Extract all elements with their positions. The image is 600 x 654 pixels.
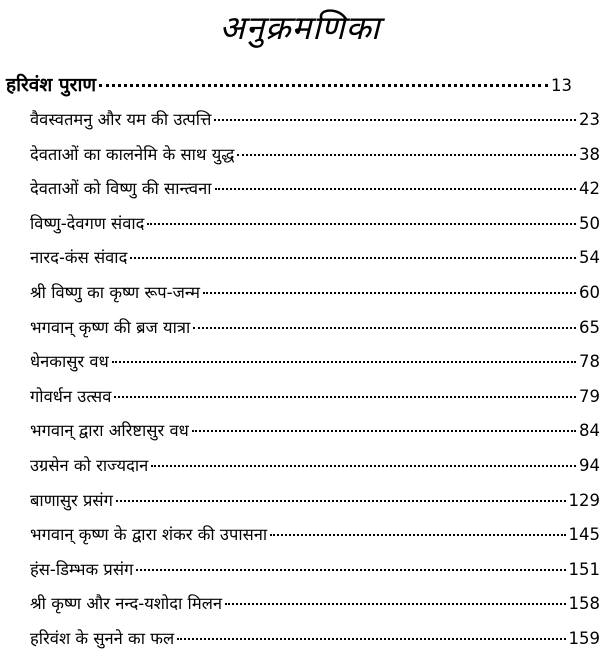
dot-leader — [192, 430, 576, 432]
toc-entry[interactable] — [30, 278, 600, 308]
toc-page-number: 38 — [579, 140, 600, 170]
toc-entry-label: देवताओं का कालनेमि के साथ युद्ध — [30, 140, 234, 170]
dot-leader — [203, 292, 576, 294]
toc-entry-label: धेनकासुर वध — [30, 347, 109, 377]
toc-entry-label: उग्रसेन को राज्यदान — [30, 451, 148, 481]
toc-entry[interactable] — [30, 416, 600, 446]
toc-entry[interactable] — [30, 347, 600, 377]
toc-page-number: 145 — [569, 520, 600, 550]
toc-entry-label: भगवान् कृष्ण की ब्रज यात्रा — [30, 313, 190, 343]
dot-leader — [147, 223, 576, 225]
toc-page-number: 94 — [579, 451, 600, 481]
toc-entry-label: देवताओं को विष्णु की सान्त्वना — [30, 174, 212, 204]
page-title: अनुक्रमणिका — [0, 4, 600, 49]
toc-entry[interactable] — [30, 382, 600, 412]
toc-page-number: 78 — [579, 347, 600, 377]
toc-entry-label: हंस-डिम्भक प्रसंग — [30, 555, 133, 585]
dot-leader — [225, 603, 565, 605]
toc-page-number: 84 — [579, 416, 600, 446]
toc-entry-label: हरिवंश पुराण — [6, 70, 96, 100]
dot-leader — [112, 361, 576, 363]
dot-leader — [177, 638, 565, 640]
dot-leader — [130, 257, 576, 259]
toc-entry-label: भगवान् कृष्ण के द्वारा शंकर की उपासना — [30, 520, 267, 550]
toc-entry[interactable] — [30, 451, 600, 481]
dot-leader — [193, 327, 576, 329]
toc-entry[interactable] — [30, 313, 600, 343]
dot-leader — [270, 534, 565, 536]
dot-leader — [215, 188, 576, 190]
toc-page-number: 42 — [579, 174, 600, 204]
toc-entry[interactable] — [30, 140, 600, 170]
toc-entry[interactable] — [30, 243, 600, 273]
toc-page-number: 50 — [579, 209, 600, 239]
toc-page-number: 23 — [579, 105, 600, 135]
toc-entry[interactable] — [30, 520, 600, 550]
dot-leader — [136, 569, 565, 571]
toc-entry[interactable] — [30, 555, 600, 585]
dot-leader — [116, 500, 566, 502]
toc-entry-label: श्री कृष्ण और नन्द-यशोदा मिलन — [30, 589, 222, 619]
toc-entry[interactable] — [30, 486, 600, 516]
toc-page-number: 65 — [579, 313, 600, 343]
toc-entry-label: विष्णु-देवगण संवाद — [30, 209, 144, 239]
toc-page-number: 129 — [569, 486, 600, 516]
toc-entry-label: श्री विष्णु का कृष्ण रूप-जन्म — [30, 278, 200, 308]
toc-page-number: 13 — [551, 71, 572, 101]
toc-entry-label: वैवस्वतमनु और यम की उत्पत्ति — [30, 105, 211, 135]
dot-leader — [114, 396, 576, 398]
dot-leader — [214, 119, 576, 121]
toc-page-number: 79 — [579, 382, 600, 412]
toc-entry-label: हरिवंश के सुनने का फल — [30, 624, 174, 654]
toc-page-number: 158 — [569, 589, 600, 619]
toc-entry-label: भगवान् द्वारा अरिष्टासुर वध — [30, 416, 189, 446]
toc-entry[interactable] — [30, 589, 600, 619]
toc-entry[interactable] — [30, 209, 600, 239]
dot-leader — [99, 84, 548, 87]
dot-leader — [151, 465, 576, 467]
toc-page-number: 54 — [579, 243, 600, 273]
toc-entry[interactable] — [30, 174, 600, 204]
toc-entry-label: नारद-कंस संवाद — [30, 243, 127, 273]
toc-page-number: 60 — [579, 278, 600, 308]
toc-entry-label: बाणासुर प्रसंग — [30, 486, 113, 516]
toc-entry[interactable] — [30, 105, 600, 135]
toc-entry-label: गोवर्धन उत्सव — [30, 382, 111, 412]
dot-leader — [237, 154, 576, 156]
toc-page-number: 151 — [569, 555, 600, 585]
toc-main-entry[interactable] — [6, 70, 572, 100]
toc-page-number: 159 — [569, 624, 600, 654]
